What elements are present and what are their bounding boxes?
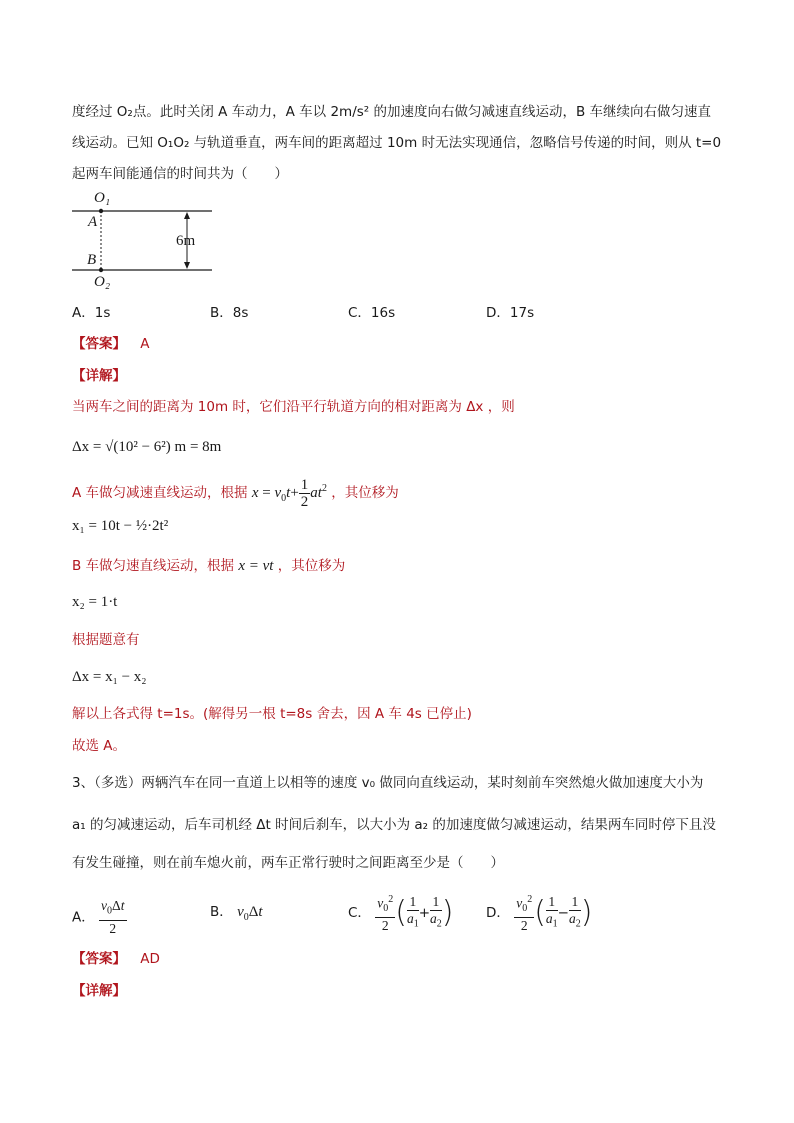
solution-step4: 根据题意有 (72, 632, 140, 648)
equation-1: Δx = √(10² − 6²) m = 8m (72, 439, 222, 455)
p3-option-d: D． $\frac{v_0^2}{2}$ ( $\frac{1}{a_1}$ − $\frac{1}{a_2}$ ) (486, 893, 593, 934)
step3-text-b: ，其位移为 (277, 558, 346, 574)
option-c: C．16s (348, 305, 396, 321)
step3-text-a: B 车做匀速直线运动，根据 (72, 558, 235, 574)
problem3-line1: 3、（多选）两辆汽车在同一直道上以相等的速度 v₀ 做同向直线运动，某时刻前车突然熄火做加速度大小为 (72, 775, 704, 791)
problem2-line1: 度经过 O₂点。此时关闭 A 车动力，A 车以 2m/s² 的加速度向右做匀减速直线运动，B 车继续向右做匀速直 (72, 104, 712, 120)
p3-answer-value: AD (140, 951, 160, 967)
p3-option-a (72, 898, 127, 937)
label-b: B (87, 252, 97, 268)
label-o2: O₂ (94, 274, 111, 290)
formula-uniform: x = vt (238, 558, 274, 574)
p3-option-d-prefactor: $\frac{v_0^2}{2}$ (516, 894, 533, 934)
p3-answer-row (72, 949, 160, 969)
fraction-half: $\frac{1}{2}$ (300, 477, 309, 510)
answer-row (72, 334, 150, 354)
problem3-line3: 有发生碰撞，则在前车熄火前，两车正常行驶时之间距离至少是（ ） (72, 855, 504, 871)
p3-option-a-formula: $\frac{v_0\Delta t}{2}$ (101, 898, 125, 936)
label-distance: 6m (176, 233, 196, 249)
option-b: B．8s (210, 305, 249, 321)
p3-option-b-formula: $v_0\Delta t$ (237, 904, 263, 923)
label-o1: O₁ (94, 190, 111, 206)
solution-step3 (72, 556, 345, 576)
answer-value: A (140, 336, 150, 352)
step2-text-a: A 车做匀减速直线运动，根据 (72, 484, 248, 501)
step2-text-b: ，其位移为 (331, 484, 399, 501)
option-d: D．17s (486, 305, 535, 321)
answer-label: 【答案】 (72, 336, 126, 352)
p3-option-b (210, 902, 263, 928)
problem2-line3: 起两车间能通信的时间共为（ ） (72, 166, 288, 182)
p3-detail-label: 【详解】 (72, 983, 126, 999)
p3-option-c-label: C． (348, 905, 371, 922)
problem2-line2: 线运动。已知 O₁O₂ 与轨道垂直，两车间的距离超过 10m 时无法实现通信，忽略信号传递的时间，则从 t=0 (72, 135, 722, 151)
equation-4: Δx = x₁ − x₂ (72, 669, 147, 685)
solution-step1: 当两车之间的距离为 10m 时，它们沿平行轨道方向的相对距离为 Δx ，则 (72, 399, 515, 415)
label-a: A (88, 214, 98, 230)
p3-option-d-label: D． (486, 905, 510, 922)
solution-step2 (72, 477, 399, 510)
solution-conclusion: 故选 A。 (72, 738, 127, 754)
p3-option-c: C． $\frac{v_0^2}{2}$ ( $\frac{1}{a_1}$ + $\frac{1}{a_2}$ ) (348, 893, 454, 934)
equation-2: x₁ = 10t − ½·2t² (72, 518, 169, 534)
solution-step5: 解以上各式得 t=1s。(解得另一根 t=8s 舍去，因 A 车 4s 已停止) (72, 706, 472, 722)
detail-label: 【详解】 (72, 368, 126, 384)
equation-3: x₂ = 1·t (72, 594, 118, 610)
problem3-line2: a₁ 的匀减速运动，后车司机经 Δt 时间后刹车，以大小为 a₂ 的加速度做匀减速运动，结果两车同时停下且没 (72, 817, 716, 833)
formula-displacement: $x = v_0t+$ $\frac{1}{2}$ $at^2$ (251, 477, 327, 510)
p3-option-a-label: A． (72, 909, 95, 926)
option-a: A．1s (72, 305, 111, 321)
p3-answer-label: 【答案】 (72, 951, 126, 967)
p3-option-b-label: B． (210, 904, 233, 920)
p3-option-c-prefactor: $\frac{v_0^2}{2}$ (377, 894, 394, 934)
